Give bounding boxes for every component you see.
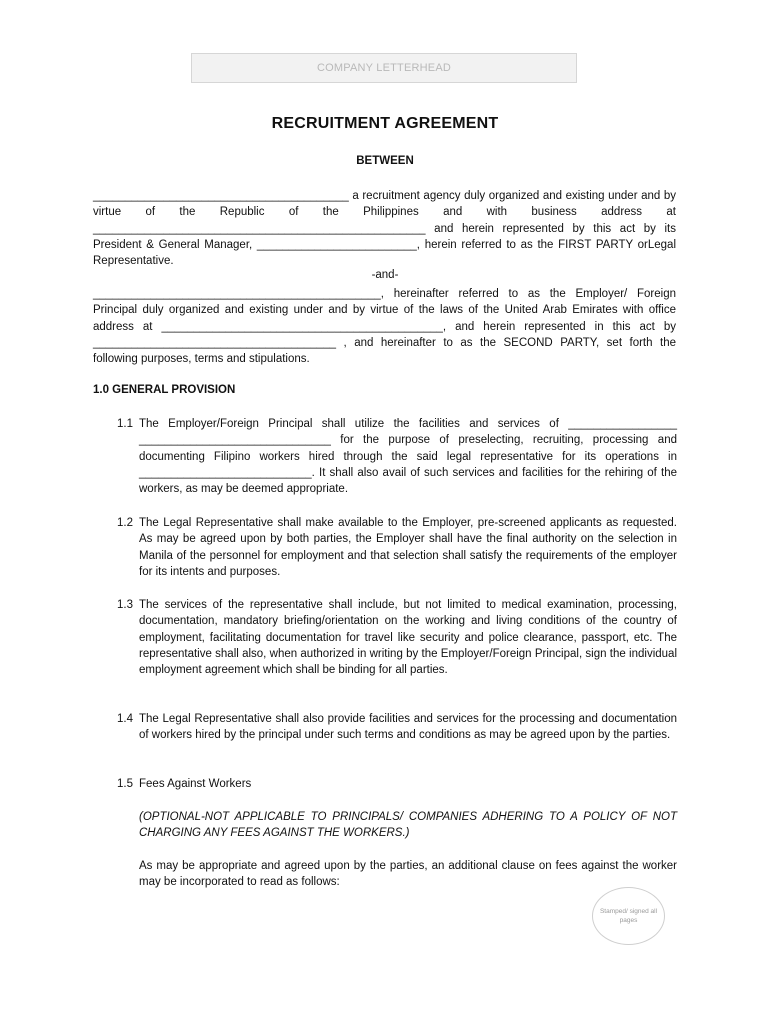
item-text: The Employer/Foreign Principal shall utilize the facilities and services of _________________ ______________________________ for the purpose of preselecting, recruiting, processing and documenting Filipino workers hired through the said legal representative for its operations in ___________________________. It shall also avail of such services and facilities for the rehiring of the workers, as may be deemed appropriate. [139,418,677,496]
document-title: RECRUITMENT AGREEMENT [271,115,499,132]
section-heading-general-provision: 1.0 GENERAL PROVISION [93,384,236,396]
item-number: 1.5 [117,778,133,790]
item-text: Fees Against Workers [139,778,252,790]
stamp-placeholder [592,887,665,945]
second-party-paragraph: _____________________________________________, hereinafter referred to as the Employer/ Foreign Principal duly organized and existing under and by virtue of the laws of the United Arab Emirates with office address at ____________________________________________, and herein represented in this act by ______________________________________ , and hereinafter to as the SECOND PARTY, set forth the following purposes, terms and stipulations. [93,288,676,366]
stamp-label: Stamped/ signed all pages [599,908,658,924]
item-number: 1.2 [117,517,133,529]
provision-item-1-4 [117,711,677,744]
provision-item-1-2 [117,515,677,580]
item-text: The Legal Representative shall make available to the Employer, pre-screened applicants as requested. As may be agreed upon by both parties, the Employer shall have the final authority on the selection in Manila of the personnel for employment and that selection shall satisfy the requirements of the employer for its intents and purposes. [139,517,677,578]
item-number: 1.1 [117,418,133,430]
provision-item-1-3 [117,597,677,678]
first-party-paragraph: ________________________________________ a recruitment agency duly organized and existing under and by virtue of the Republic of the Philippines and with business address at ____________________________________________________ and herein represented by this act by its President & General Manager, _________________________, herein referred to as the FIRST PARTY orLegal Representative. [93,190,676,268]
item-number: 1.4 [117,713,133,725]
company-letterhead-placeholder [191,53,577,83]
and-separator: -and- [371,269,399,281]
provision-item-1-1 [117,416,677,497]
provision-item-1-5 [117,776,677,792]
item-number: 1.3 [117,599,133,611]
item-text: The services of the representative shall include, but not limited to medical examination, processing, documentation, mandatory briefing/orientation on the working and living conditions of the country of employment, facilitating documentation for travel like security and police clearance, passport, etc. The representative shall also, when authorized in writing by the Employer/Foreign Principal, sign the individual employment agreement which shall be binding for all parties. [139,599,677,677]
item-text: The Legal Representative shall also provide facilities and services for the processing and documentation of workers hired by the principal under such terms and conditions as may be agreed upon by the parties. [139,713,677,742]
letterhead-label: COMPANY LETTERHEAD [317,62,451,74]
between-heading: BETWEEN [356,155,414,167]
optional-note: (OPTIONAL-NOT APPLICABLE TO PRINCIPALS/ COMPANIES ADHERING TO A POLICY OF NOT CHARGING ANY FEES AGAINST THE WORKERS.) [139,811,677,840]
fees-paragraph: As may be appropriate and agreed upon by the parties, an additional clause on fees against the worker may be incorporated to read as follows: [139,860,677,889]
